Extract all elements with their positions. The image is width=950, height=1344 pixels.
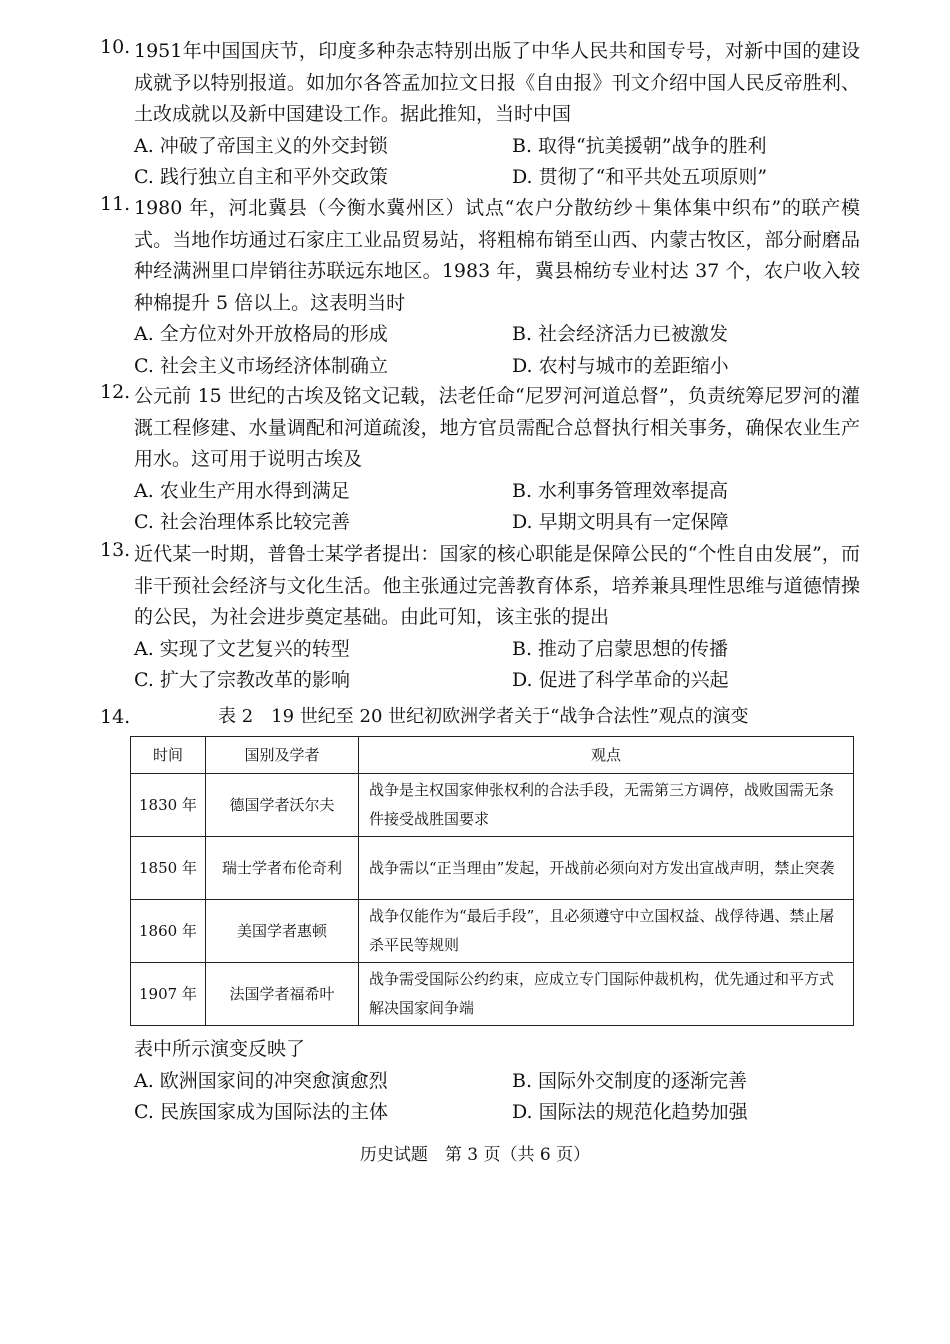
- options: [134, 476, 860, 539]
- header-time: 时间: [131, 737, 206, 774]
- option-d: D. 促进了科学革命的兴起: [512, 669, 729, 691]
- question-stem: 近代某一时期，普鲁士某学者提出：国家的核心职能是保障公民的“个性自由发展”，而非干预社会经济与文化生活。他主张通过完善教育体系，培养兼具理性思维与道德情操的公民，为社会进步奠定基础。由此可知，该主张的提出: [134, 543, 860, 628]
- table-row: [131, 837, 854, 900]
- option-c: C. 社会治理体系比较完善: [134, 511, 350, 533]
- option-b: B. 水利事务管理效率提高: [512, 479, 729, 502]
- options: [134, 634, 860, 697]
- option-c: C. 践行独立自主和平外交政策: [134, 166, 388, 188]
- cell-scholar: 德国学者沃尔夫: [206, 774, 359, 837]
- option-a: A. 冲破了帝国主义的外交封锁: [134, 134, 388, 157]
- option-a: A. 欧洲国家间的冲突愈演愈烈: [134, 1069, 388, 1092]
- question-number: 11.: [100, 193, 131, 215]
- question-11: [100, 193, 860, 382]
- cell-view: 战争仅能作为“最后手段”，且必须遵守中立国权益、战俘待遇、禁止屠杀平民等规则: [359, 900, 854, 963]
- option-c: C. 社会主义市场经济体制确立: [134, 354, 388, 377]
- question-stem: 1980 年，河北冀县（今衡水冀州区）试点“农户分散纺纱＋集体集中织布”的联产模式。当地作坊通过石家庄工业品贸易站，将粗棉布销至山西、内蒙古牧区，部分耐磨品种经满洲里口岸销往苏联远东地区。1983 年，冀县棉纺专业村达 37 个，农户收入较种棉提升 5 倍以上。这表明当时: [134, 197, 860, 314]
- question-number: 13.: [100, 539, 131, 561]
- question-number: 10.: [100, 36, 131, 58]
- cell-scholar: 瑞士学者布伦奇利: [206, 837, 359, 900]
- option-c: C. 扩大了宗教改革的影响: [134, 669, 350, 691]
- table-header-row: [131, 737, 854, 774]
- question-13: [100, 539, 860, 697]
- cell-time: 1830 年: [131, 774, 206, 837]
- question-stem: 1951年中国国庆节，印度多种杂志特别出版了中华人民共和国专号，对新中国的建设成就予以特别报道。如加尔各答孟加拉文日报《自由报》刊文介绍中国人民反帝胜利、土改成就以及新中国建设工作。据此推知，当时中国: [134, 40, 860, 125]
- question-number: 12.: [100, 381, 131, 403]
- cell-view: 战争是主权国家伸张权利的合法手段，无需第三方调停，战败国需无条件接受战胜国要求: [359, 774, 854, 837]
- option-d: D. 国际法的规范化趋势加强: [512, 1101, 748, 1123]
- question-stem: 公元前 15 世纪的古埃及铭文记载，法老任命“尼罗河河道总督”，负责统筹尼罗河的灌溉工程修建、水量调配和河道疏浚，地方官员需配合总督执行相关事务，确保农业生产用水。这可用于说明古埃及: [134, 385, 860, 470]
- cell-time: 1860 年: [131, 900, 206, 963]
- cell-view: 战争需受国际公约约束，应成立专门国际仲裁机构，优先通过和平方式解决国家间争端: [359, 963, 854, 1026]
- table-row: [131, 900, 854, 963]
- options: [134, 1066, 860, 1129]
- option-b: B. 取得“抗美援朝”战争的胜利: [512, 134, 767, 157]
- option-a: A. 农业生产用水得到满足: [134, 479, 350, 502]
- question-number: 14.: [100, 706, 131, 728]
- question-14: [100, 1034, 860, 1129]
- scholars-table: [130, 736, 854, 1026]
- option-a: A. 实现了文艺复兴的转型: [134, 637, 350, 660]
- table-row: [131, 963, 854, 1026]
- question-14-caption: [100, 702, 860, 732]
- options: [134, 131, 860, 194]
- header-view: 观点: [359, 737, 854, 774]
- table-title: 表 2 19 世纪至 20 世纪初欧洲学者关于“战争合法性”观点的演变: [218, 706, 749, 727]
- cell-time: 1907 年: [131, 963, 206, 1026]
- question-10: [100, 36, 860, 194]
- question-12: [100, 381, 860, 539]
- option-b: B. 国际外交制度的逐渐完善: [512, 1069, 748, 1092]
- options: [134, 319, 860, 382]
- option-d: D. 农村与城市的差距缩小: [512, 354, 729, 377]
- option-c: C. 民族国家成为国际法的主体: [134, 1101, 388, 1123]
- header-country-scholar: 国别及学者: [206, 737, 359, 774]
- cell-view: 战争需以“正当理由”发起，开战前必须向对方发出宣战声明，禁止突袭: [359, 837, 854, 900]
- cell-scholar: 法国学者福希叶: [206, 963, 359, 1026]
- option-d: D. 早期文明具有一定保障: [512, 511, 729, 533]
- option-b: B. 推动了启蒙思想的传播: [512, 637, 729, 660]
- cell-time: 1850 年: [131, 837, 206, 900]
- table-row: [131, 774, 854, 837]
- option-d: D. 贯彻了“和平共处五项原则”: [512, 166, 768, 188]
- question-stem: 表中所示演变反映了: [134, 1038, 306, 1060]
- cell-scholar: 美国学者惠顿: [206, 900, 359, 963]
- option-a: A. 全方位对外开放格局的形成: [134, 323, 388, 345]
- page-footer: 历史试题 第 3 页（共 6 页）: [359, 1145, 591, 1165]
- option-b: B. 社会经济活力已被激发: [512, 323, 729, 345]
